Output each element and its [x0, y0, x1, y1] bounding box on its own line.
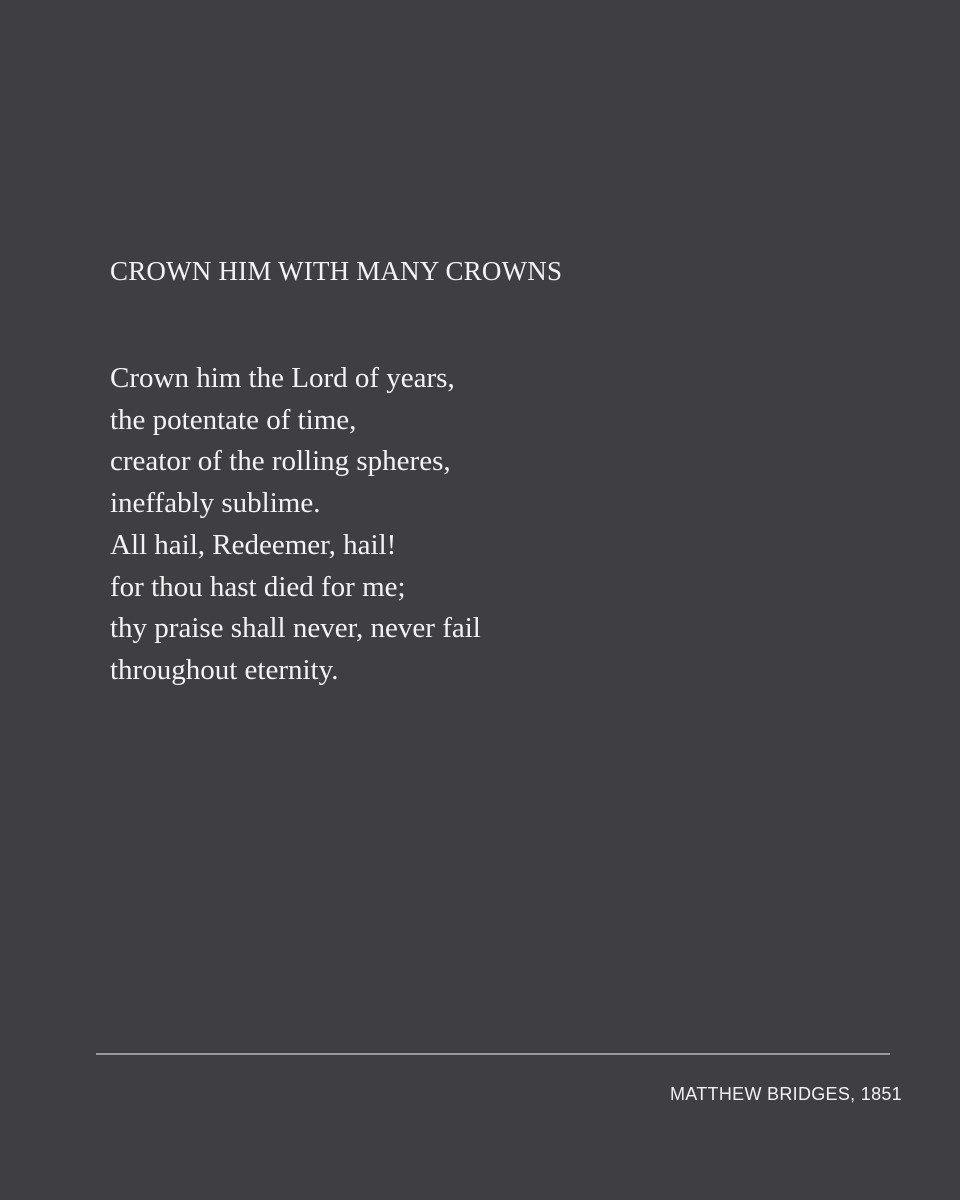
poem-verse	[110, 358, 481, 692]
verse-line: thy praise shall never, never fail	[110, 612, 481, 645]
verse-line: throughout eternity.	[110, 653, 339, 686]
poem-title: CROWN HIM WITH MANY CROWNS	[110, 256, 563, 286]
verse-line: for thou hast died for me;	[110, 570, 406, 603]
divider-rule	[96, 1053, 890, 1055]
verse-line: ineffably sublime.	[110, 487, 321, 520]
verse-line: creator of the rolling spheres,	[110, 445, 451, 478]
verse-line: Crown him the Lord of years,	[110, 362, 455, 394]
author-attribution: MATTHEW BRIDGES, 1851	[669, 1084, 902, 1104]
verse-line: All hail, Redeemer, hail!	[110, 528, 397, 561]
verse-line: the potentate of time,	[110, 403, 357, 436]
